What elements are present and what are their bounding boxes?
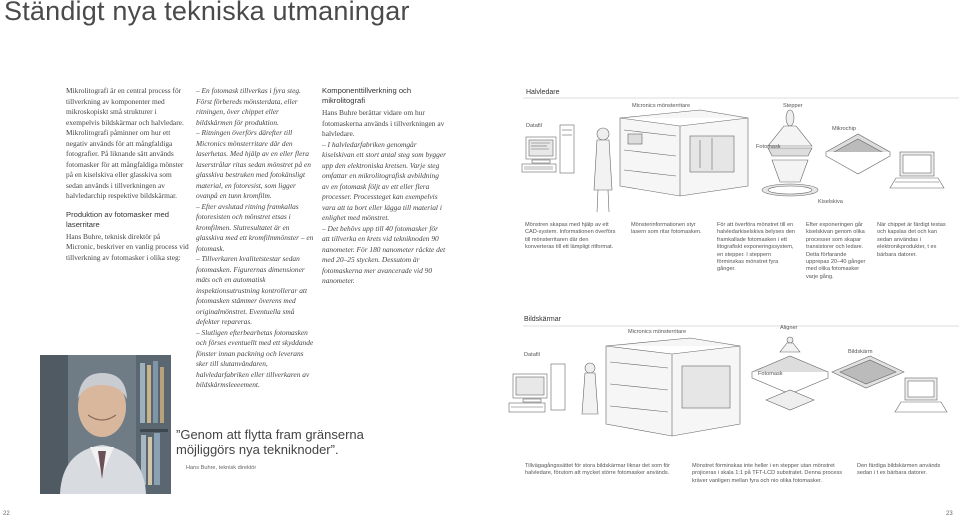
process-step-5: – Slutligen efterbearbetas fotomasken och förses eventuellt med ett skyddande fönster innan packning och leverans sker till slutanvändaren, halvledarfabriken eller tillverkaren av bildskärmsleeeement.: [196, 327, 314, 389]
label-fotomask-top: Fotomask: [756, 144, 781, 150]
process-step-2: – Ritningen överförs därefter till Micronics mönsterritare där den laserhetas. Med hjälp av en eller flera laserstrålar ritas sedan mönstret på en glasskiva bestruken med fotokänsligt material, en fotoresist, som ligger ovanpå en tunn kromfilm.: [196, 128, 311, 200]
section-label-halvledare: Halvledare: [526, 89, 560, 96]
quote-attribution: Hans Buhre, teknisk direktör: [186, 465, 257, 471]
computer-illustration-bottom: [509, 364, 565, 412]
pattern-generator-top: [594, 110, 748, 212]
section-label-bildskarmar: Bildskärmar: [524, 316, 561, 323]
page-title: Ständigt nya tekniska utmaningar: [4, 0, 410, 26]
caption-top-5: När chippet är färdigt testas och kapslas det och kan sedan användas i elektronikprodukter, t ex bärbara datorer.: [877, 222, 946, 258]
caption-top-1: Mönstren skapas med hjälp av ett CAD-system. Informationen överförs till mönsterritaren där den konverteras till ett lämpligt ritformat.: [525, 222, 616, 251]
label-aligner: Aligner: [780, 325, 798, 331]
label-datafil-top: Datafil: [526, 123, 542, 129]
page-number-right: 23: [946, 511, 953, 517]
label-micronics-top: Micronics mönsterritare: [632, 103, 691, 109]
caption-top-4: Efter exponeringen går kiselskivan genom olika processer som skapar transistorer och ledare. Detta förfarande upprepas 20–40 gånger med olika fotomasker varje gång.: [806, 222, 866, 280]
label-fotomask-bottom: Fotomask: [758, 371, 783, 377]
section-heading-components: Komponenttillverkning och mikrolitografi: [322, 86, 412, 105]
caption-top-2: Mönsterinformationen styr lasern som ritar fotomasken.: [631, 222, 702, 236]
caption-top-3: För att överföra mönstret till en halvledarkiselskiva belyses den framkallade fotomasken i ett litografiskt exponeringssystem, en stepper. I steppern förminskas mönstret fyra gånger.: [717, 222, 796, 273]
label-micronics-bottom: Micronics mönsterritare: [628, 329, 687, 335]
label-mikrochip: Mikrochip: [832, 126, 856, 132]
stepper-illustration: [762, 110, 818, 196]
intro-paragraph: Mikrolitografi är en central process för tillverkning av komponenter med mikroskopiskt små strukturer i exempelvis bildskärmar och halvledare. Mikrolitografi påminner om hur ett negativ används för att mångfaldiga fotografier. På liknande sätt används fotomasker för att mångfaldiga mönster på en kiselskiva eller glasskiva som sedan används i tillverkningen av halvledarchip respektive bildskärmar.: [66, 86, 184, 200]
section-heading-production: Produktion av fotomasker med laserritare: [66, 209, 169, 229]
laptop-illustration-bottom: [895, 378, 947, 412]
pull-quote: ”Genom att flytta fram gränserna möjliggörs nya tekniknoder”.: [176, 427, 364, 457]
production-paragraph: Hans Buhre, teknisk direktör på Micronic, beskriver en vanlig process vid tillverkning av fotomasker i olika steg:: [66, 231, 189, 262]
caption-bottom-3: Den färdiga bildskärmen används sedan i t ex bärbara datorer.: [857, 463, 941, 477]
caption-bottom-2: Mönstret förminskas inte heller i en stepper utan mönstret projiceras i skala 1:1 på TFT-LCD substratet. Denna process kräver vanligen mellan fyra och nio olika fotomasker.: [692, 463, 843, 484]
component-paragraph-2: – I halvledarfabriken genomgår kiselskivan ett stort antal steg som bygger upp den elektroniska kretsen. Varje steg omfattar en mikrolitografisk avbildning av en fotomask följt av ett eller flera processer. Processteget kan exempelvis vara att ta bort eller lägga till material i enlighet med mönstret.: [322, 139, 446, 222]
display-panel-illustration: [832, 356, 904, 388]
label-bildskarm: Bildskärm: [848, 349, 873, 355]
label-datafil-bottom: Datafil: [524, 352, 540, 358]
laptop-illustration-top: [890, 152, 944, 188]
microchip-illustration: [826, 134, 890, 174]
process-step-4: – Tillverkaren kvalitetstestar sedan fotomasken. Figurernas dimensioner mäts och en automatisk inspektionsutrustning kontrollerar att fotomasken stämmer överens med originalmönstret. Eventuella små defekter repareras.: [196, 254, 307, 326]
pattern-generator-bottom: [582, 338, 740, 436]
process-step-3: – Efter avslutad ritning framkallas fotoresisten och mönstret etsas i kromfilmen. Slutresultatet är en glasskiva med ett kromfilmmönster – en fotomask.: [196, 201, 314, 253]
label-kiselskiva: Kiselskiva: [818, 199, 843, 205]
computer-illustration-top: [522, 125, 574, 173]
caption-bottom-1: Tillvägagångssättet för stora bildskärmar liknar det som för halvledare, förutom att mycket större fotomasker används.: [525, 463, 670, 477]
component-paragraph-3: – Det behövs upp till 40 fotomasker för att tillverka en krets vid tekniknoden 90 nanometer. För 180 nanometer räckte det med 20–25 stycken. Dessutom är fotomaskerna mer avancerade vid 90 nanometer.: [322, 223, 446, 285]
label-stepper: Stepper: [783, 103, 803, 109]
component-paragraph-1: Hans Buhre berättar vidare om hur fotomaskerna används i tillverkningen av halvledare.: [322, 108, 445, 138]
page-number-left: 22: [3, 511, 10, 517]
process-step-1: – En fotomask tillverkas i fyra steg. Först förbereds mönsterdata, eller ritningen, över chippet eller bildskärmen för produktion.: [196, 86, 301, 127]
